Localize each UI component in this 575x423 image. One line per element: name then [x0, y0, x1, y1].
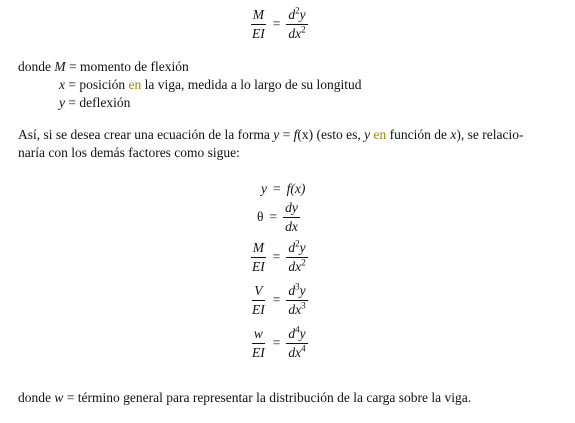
- equation-load: [250, 324, 308, 360]
- exp: 3: [295, 281, 300, 292]
- rhs: f(x): [286, 181, 306, 196]
- numerator: M: [252, 240, 264, 255]
- where-word: donde: [18, 390, 51, 405]
- fraction-d4y-dx4: [286, 324, 307, 360]
- numerator: dy: [285, 200, 298, 215]
- var-w: w: [54, 390, 64, 405]
- fraction-dy-dx: [283, 201, 300, 233]
- var: y: [299, 326, 306, 341]
- dx: dx: [288, 25, 302, 41]
- arg-x: (x): [297, 127, 314, 142]
- fraction-m-ei: [250, 241, 267, 273]
- exp: 2: [301, 24, 306, 34]
- var-x: x: [450, 127, 457, 142]
- text: función de: [389, 127, 448, 142]
- fraction-w-ei: [250, 327, 267, 359]
- var-m: M: [54, 59, 66, 74]
- numerator: V: [254, 283, 263, 298]
- d: d: [288, 283, 296, 298]
- denominator: EI: [252, 25, 265, 41]
- equals-sign: =: [272, 335, 281, 350]
- equation-shear: [250, 281, 308, 317]
- fraction-d3y-dx3: [286, 281, 307, 317]
- equals: =: [282, 127, 291, 142]
- paragraph-line-1: [18, 127, 523, 143]
- numerator: w: [253, 326, 263, 341]
- def-w: = término general para representar la distribución de la carga sobre la viga.: [66, 390, 472, 405]
- var-y: y: [273, 127, 280, 142]
- def-x-pre: = posición: [68, 77, 126, 92]
- exp: 2: [301, 257, 306, 267]
- var: y: [299, 240, 306, 255]
- var: y: [299, 283, 306, 298]
- exp: 2: [295, 5, 300, 16]
- text: (esto es,: [316, 127, 361, 142]
- paragraph-line-2: [18, 145, 240, 161]
- equation-moment: [250, 238, 308, 274]
- d: d: [288, 326, 296, 341]
- fraction-v-ei: [250, 284, 267, 316]
- equals-sign: =: [273, 181, 281, 196]
- denominator: dx: [285, 218, 298, 234]
- highlighted-word: en: [128, 77, 142, 92]
- text: Así, si se desea crear una ecuación de la forma: [18, 127, 270, 142]
- fraction-d2y-dx2: [286, 5, 307, 41]
- exp: 2: [295, 238, 300, 249]
- equation-y-fx: [261, 181, 305, 197]
- equals-sign: =: [269, 209, 278, 224]
- dx: dx: [288, 301, 302, 317]
- fraction-d2y-dx2: [286, 238, 307, 274]
- equals-sign: =: [272, 249, 281, 264]
- dx: dx: [288, 344, 302, 360]
- denominator: EI: [252, 301, 265, 317]
- def-x-post: la viga, medida a lo largo de su longitud: [144, 77, 362, 92]
- denominator: EI: [252, 258, 265, 274]
- where-line-y: [59, 95, 130, 111]
- equals-sign: =: [272, 16, 281, 31]
- def-y: = deflexión: [68, 95, 131, 110]
- equation-moment-curvature: [250, 5, 308, 41]
- theta: θ: [257, 209, 264, 224]
- var-y: y: [364, 127, 371, 142]
- var-y: y: [59, 95, 65, 110]
- var: y: [299, 7, 306, 22]
- where-line-x: [59, 77, 361, 93]
- numerator: M: [252, 7, 264, 22]
- exp: 3: [301, 300, 306, 310]
- where-word: donde: [18, 59, 51, 74]
- equation-theta: [257, 201, 300, 233]
- exp: 4: [301, 343, 306, 353]
- where-line-m: [18, 59, 189, 75]
- func-f: f: [293, 127, 298, 142]
- lhs: y: [261, 181, 267, 196]
- equals-sign: =: [272, 292, 281, 307]
- d: d: [288, 7, 296, 22]
- fraction-m-ei: [250, 8, 267, 40]
- var-x: x: [59, 77, 65, 92]
- dx: dx: [288, 258, 302, 274]
- denominator: EI: [252, 344, 265, 360]
- def-m: = momento de flexión: [69, 59, 189, 74]
- text: ), se relacio-: [456, 127, 524, 142]
- d: d: [288, 240, 296, 255]
- highlighted-word: en: [373, 127, 387, 142]
- exp: 4: [295, 324, 300, 335]
- text: naría con los demás factores como sigue:: [18, 145, 240, 160]
- where-line-w: [18, 390, 471, 406]
